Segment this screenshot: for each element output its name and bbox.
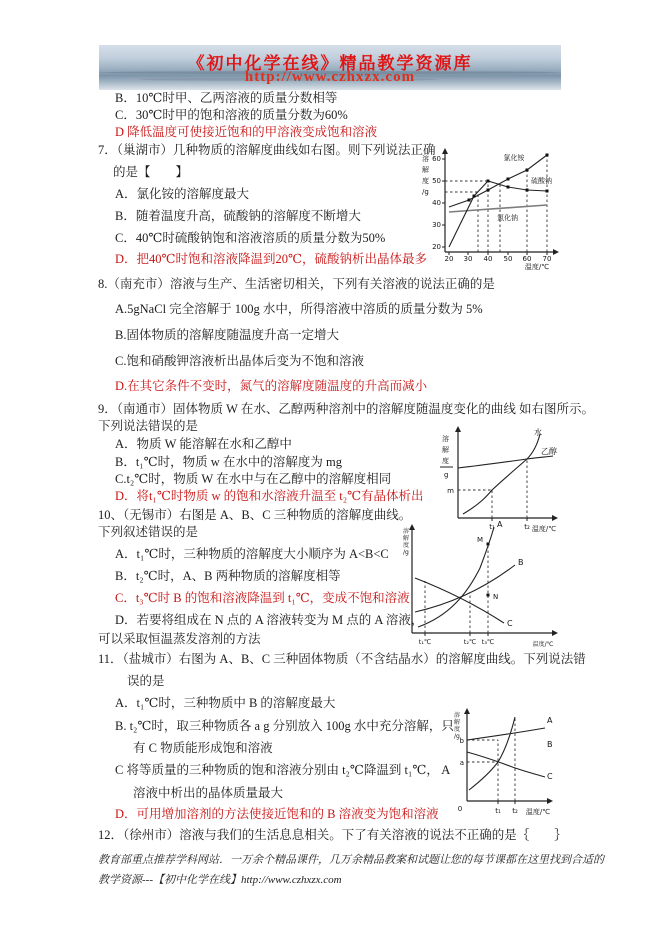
q9-series-label: 乙醇 [541, 447, 557, 456]
q11-origin: 0 [457, 805, 463, 813]
q10-series-label: B [518, 558, 524, 567]
q10-xtick: t₁℃ [418, 638, 432, 646]
q7-ylabel: /g [422, 188, 429, 196]
q10-series-label: C [507, 619, 513, 628]
q9-xtick: t₂ [524, 523, 530, 531]
q7-ytick: 30 [432, 221, 441, 229]
q11-option-c-2: 溶液中析出的晶体质量最大 [133, 786, 284, 800]
q11-ylabel: 解 [454, 719, 461, 726]
q7-curve-nacl [449, 205, 547, 212]
q8-stem: 8.（南充市）溶液与生产、生活密切相关，下列有关溶液的说法正确的是 [98, 277, 495, 291]
q7-xtick: 30 [463, 255, 473, 263]
q11-series-label: B [547, 740, 553, 749]
q9-option-a: A．物质 W 能溶解在水和乙醇中 [115, 437, 292, 451]
q7-option-b: B．随着温度升高，硫酸钠的溶解度不断增大 [115, 209, 361, 223]
q10-xtick: t₂℃ [463, 638, 477, 646]
q9-stem-2: 下列说法错误的是 [98, 419, 199, 433]
q7-xtick: 60 [522, 255, 532, 263]
q11-xlabel: 温度/℃ [525, 808, 551, 816]
site-banner [99, 45, 561, 90]
q11-stem: 11．（盐城市）右图为 A、B、C 三种固体物质（不含结晶水）的溶解度曲线。下列说法错 [98, 652, 586, 666]
solubility-chart-q10 [401, 514, 563, 651]
q7-ylabel: 溶 [422, 155, 429, 163]
q9-option-b: B．t₁℃时，物质 w 在水中的溶解度为 mg [115, 455, 343, 469]
q10-point-m: M [476, 536, 483, 544]
q11-option-a: A．t₁℃时，三种物质中 B 的溶解度最大 [115, 696, 336, 710]
q11-option-b: B. t₂℃时，取三种物质各 a g 分别放入 100g 水中充分溶解，只 [115, 719, 454, 733]
q11-ymark-a: a [459, 759, 464, 767]
q10-option-c: C．t₃℃时 B 的饱和溶液降温到 t₁℃，变成不饱和溶液 [115, 591, 410, 605]
q10-option-a: A．t₁℃时，三种物质的溶解度大小顺序为 A<B<C [115, 547, 389, 561]
footer-line-2: 教学资源---【初中化学在线】http://www.czhxzx.com [98, 874, 342, 886]
q9-series-label: 水 [534, 428, 542, 437]
q9-xlabel: 温度/℃ [531, 525, 557, 533]
q11-ylabel: 溶 [454, 712, 461, 719]
q8-option-d: D.在其它条件不变时，氮气的溶解度随温度的升高而减小 [115, 379, 428, 393]
q11-series-label: A [547, 716, 553, 725]
solubility-chart-q7 [419, 146, 561, 270]
q11-ylabel: 度 [454, 726, 461, 733]
q9-ylabel: 解 [442, 446, 449, 454]
solubility-chart-q11 [447, 700, 561, 822]
q10-option-d: D．若要将组成在 N 点的 A 溶液转变为 M 点的 A 溶液， [115, 613, 424, 627]
q7-xtick: 40 [483, 255, 493, 263]
q9-ylabel: g [444, 471, 449, 479]
q9-option-d: D．将t₁℃时物质 w 的饱和水溶液升温至 t₂℃有晶体析出 [115, 489, 424, 503]
q12-stem: 12．（徐州市）溶液与我们的生活息息相关。下了有关溶液的说法不正确的是｛ ｝ [98, 828, 567, 842]
banner-title: 《初中化学在线》精品教学资源库 [187, 54, 473, 73]
q11-series-label: C [547, 772, 553, 781]
q6-option-d: D 降低温度可使接近饱和的甲溶液变成饱和溶液 [115, 125, 378, 139]
q7-ytick: 60 [432, 155, 441, 163]
q11-ymark-b: b [459, 737, 464, 745]
q7-option-a: A．氯化铵的溶解度最大 [115, 187, 250, 201]
footer-line-1: 教育部重点推荐学科网站．一万余个精品课件，几万余精品教案和试题让您的每节课都在这里找到合适的 [98, 854, 604, 866]
q8-option-b: B.固体物质的溶解度随温度升高一定增大 [115, 328, 339, 342]
q8-option-c: C.饱和硝酸钾溶液析出晶体后变为不饱和溶液 [115, 354, 364, 368]
q11-xtick: t₁ [495, 807, 501, 815]
q10-option-d-2: 可以采取恒温蒸发溶剂的方法 [98, 632, 261, 646]
q9-xtick: t₁ [489, 523, 495, 531]
q9-curve-ethanol [458, 456, 553, 468]
q10-ylabel: 度 [403, 542, 410, 549]
q9-ymark-m: m [447, 487, 454, 495]
q7-series-label: 硫酸钠 [531, 177, 552, 185]
q10-stem-2: 下列叙述错误的是 [98, 525, 199, 539]
q7-ytick: 50 [432, 177, 441, 185]
q7-xlabel: 温度/℃ [524, 263, 550, 271]
q7-ytick: 40 [432, 199, 441, 207]
q11-xtick: t₂ [512, 807, 518, 815]
q10-xlabel: 温度/℃ [532, 641, 554, 648]
q6-option-c: C．30℃时甲的饱和溶液的质量分数为60% [115, 108, 348, 122]
q11-option-b-2: 有 C 物质能形成饱和溶液 [133, 741, 273, 755]
q7-xtick: 50 [503, 255, 513, 263]
q7-xtick: 70 [542, 255, 552, 263]
q11-curve-c [467, 752, 545, 777]
q10-ylabel: /g [403, 549, 409, 556]
q11-curve-a [469, 717, 515, 790]
q7-xtick: 20 [444, 255, 454, 263]
q9-stem: 9．（南通市）固体物质 W 在水、乙醇两种溶剂中的溶解度随温度变化的曲线 如右图所示。 [98, 402, 594, 416]
q9-option-c: C.t₂℃时，物质 W 在水中与在乙醇中的溶解度相同 [115, 472, 392, 486]
q10-point-n: N [493, 593, 499, 601]
q10-xtick: t₃℃ [481, 638, 495, 646]
q7-ylabel: 度 [422, 177, 429, 185]
q6-option-b: B．10℃时甲、乙两溶液的质量分数相等 [115, 91, 338, 105]
q10-series-label: A [497, 520, 503, 529]
q7-ylabel: 解 [422, 166, 429, 174]
q10-stem: 10、（无锡市）右图是 A、B、C 三种物质的溶解度曲线。 [98, 508, 412, 522]
q9-ylabel: 度 [442, 457, 449, 465]
banner-url: http://www.czhxzx.com [244, 69, 416, 85]
q10-curve-c [415, 578, 504, 623]
q10-curve-b [415, 565, 515, 612]
q10-option-b: B．t₂℃时，A、B 两种物质的溶解度相等 [115, 569, 341, 583]
q11-curve-b [467, 728, 545, 740]
q11-option-d: D．可用增加溶剂的方法使接近饱和的 B 溶液变为饱和溶液 [115, 807, 439, 821]
q7-ytick: 20 [432, 243, 441, 251]
q7-option-c: C．40℃时硫酸钠饱和溶液溶质的质量分数为50% [115, 231, 386, 245]
q7-series-label: 氯化钠 [497, 214, 518, 222]
q7-option-d: D．把40℃时饱和溶液降温到20℃，硫酸钠析出晶体最多 [115, 252, 427, 266]
q7-stem: 7．（巢湖市）几种物质的溶解度曲线如右图。则下列说法正确 [98, 143, 436, 157]
q9-curve-water [463, 434, 540, 514]
q7-series-label: 氯化铵 [503, 154, 525, 162]
q11-ylabel: /g [454, 733, 460, 740]
q11-stem-2: 误的是 [127, 674, 165, 688]
q7-stem-2: 的是【 】 [113, 165, 189, 179]
q10-ylabel: 解 [403, 535, 410, 542]
q11-option-c: C 将等质量的三种物质的饱和溶液分别由 t₂℃降温到 t₁℃， A [115, 763, 451, 777]
q10-ylabel: 溶 [403, 528, 410, 535]
q9-ylabel: 溶 [442, 435, 449, 443]
q8-option-a: A.5gNaCl 完全溶解于 100g 水中，所得溶液中溶质的质量分数为 5% [115, 302, 483, 316]
